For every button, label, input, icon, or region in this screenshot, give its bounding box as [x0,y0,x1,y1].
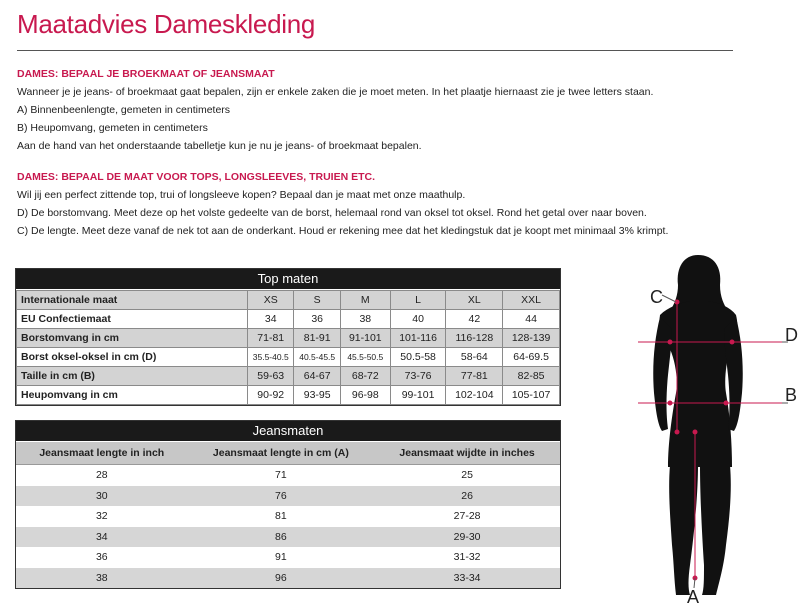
row-label: Borstomvang in cm [17,329,248,348]
table-cell: 27-28 [374,506,560,527]
table-cell: 105-107 [503,386,560,405]
table-row [16,465,560,486]
section-tops-line: Wil jij een perfect zittende top, trui of longsleeve kopen? Bepaal dan je maat met onze maathulp. [17,189,466,201]
section-tops-line: D) De borstomvang. Meet deze op het volste gedeelte van de borst, helemaal rond van oksel tot oksel. Rond het getal over naar boven. [17,207,647,219]
section-tops-heading: DAMES: BEPAAL DE MAAT VOOR TOPS, LONGSLEEVES, TRUIEN ETC. [17,171,376,183]
table-cell: XS [248,291,294,310]
table-cell: 30 [16,486,188,507]
column-header: Jeansmaat lengte in inch [16,442,188,465]
table-cell: 90-92 [248,386,294,405]
row-label: Internationale maat [17,291,248,310]
jeans-sizes-table [16,442,560,588]
table-cell: 38 [340,310,390,329]
table-cell: 42 [446,310,503,329]
table-cell: 40 [390,310,446,329]
table-cell: XXL [503,291,560,310]
table-row [17,367,560,386]
table-cell: 71-81 [248,329,294,348]
table-cell: 34 [16,527,188,548]
table-cell: 45.5-50.5 [340,348,390,367]
table-cell: 77-81 [446,367,503,386]
table-cell: 96-98 [340,386,390,405]
table-cell: XL [446,291,503,310]
body-measurement-figure [620,245,800,605]
table-cell: 25 [374,465,560,486]
table-cell: 91 [188,547,375,568]
table-row [17,329,560,348]
table-cell: 73-76 [390,367,446,386]
top-sizes-table-title: Top maten [16,269,560,290]
row-label: Heupomvang in cm [17,386,248,405]
table-row [16,506,560,527]
table-cell: 102-104 [446,386,503,405]
table-cell: 26 [374,486,560,507]
table-cell: 128-139 [503,329,560,348]
silhouette-shape [653,255,743,595]
section-jeans-heading: DAMES: BEPAAL JE BROEKMAAT OF JEANSMAAT [17,68,275,80]
table-row [17,310,560,329]
table-cell: 36 [16,547,188,568]
table-cell: S [294,291,340,310]
column-header: Jeansmaat wijdte in inches [374,442,560,465]
woman-silhouette-icon [620,245,800,605]
section-jeans-line: Wanneer je je jeans- of broekmaat gaat bepalen, zijn er enkele zaken die je moet meten. In het plaatje hiernaast zie je twee letters staan. [17,86,654,98]
table-cell: 116-128 [446,329,503,348]
section-jeans-line: Aan de hand van het onderstaande tabelletje kun je nu je jeans- of broekmaat bepalen. [17,140,422,152]
jeans-sizes-table-container [15,420,561,589]
table-cell: 35.5-40.5 [248,348,294,367]
table-cell: 71 [188,465,375,486]
table-row [17,291,560,310]
table-cell: 86 [188,527,375,548]
section-jeans-line: B) Heupomvang, gemeten in centimeters [17,122,208,134]
table-cell: 50.5-58 [390,348,446,367]
table-row [16,486,560,507]
table-row [16,547,560,568]
table-cell: 76 [188,486,375,507]
label-d: D [785,325,798,345]
table-cell: 82-85 [503,367,560,386]
table-header-row [16,442,560,465]
table-cell: 28 [16,465,188,486]
table-cell: 31-32 [374,547,560,568]
table-row [16,527,560,548]
top-sizes-table-container [15,268,561,406]
title-divider [17,50,733,51]
table-cell: 93-95 [294,386,340,405]
table-cell: 32 [16,506,188,527]
section-jeans-line: A) Binnenbeenlengte, gemeten in centimeters [17,104,231,116]
table-cell: 81 [188,506,375,527]
table-cell: 44 [503,310,560,329]
table-cell: 40.5-45.5 [294,348,340,367]
jeans-sizes-table-title: Jeansmaten [16,421,560,442]
column-header: Jeansmaat lengte in cm (A) [188,442,375,465]
table-row [17,348,560,367]
top-sizes-table [16,290,560,405]
label-c: C [650,287,663,307]
table-row [16,568,560,589]
table-cell: 33-34 [374,568,560,589]
table-cell: 29-30 [374,527,560,548]
label-a: A [687,587,700,605]
table-cell: 38 [16,568,188,589]
row-label: Taille in cm (B) [17,367,248,386]
table-cell: 81-91 [294,329,340,348]
table-cell: 58-64 [446,348,503,367]
section-tops-line: C) De lengte. Meet deze vanaf de nek tot aan de onderkant. Houd er rekening mee dat het kledingstuk dat je koopt met minimaal 3% krimpt. [17,225,669,237]
table-cell: 96 [188,568,375,589]
section-jeans-advice [17,65,737,155]
table-cell: 36 [294,310,340,329]
table-cell: 91-101 [340,329,390,348]
table-cell: L [390,291,446,310]
table-cell: M [340,291,390,310]
row-label: EU Confectiemaat [17,310,248,329]
table-cell: 59-63 [248,367,294,386]
table-row [17,386,560,405]
table-cell: 64-67 [294,367,340,386]
table-cell: 64-69.5 [503,348,560,367]
section-tops-advice [17,168,737,240]
page-title: Maatadvies Dameskleding [17,9,316,39]
table-cell: 34 [248,310,294,329]
table-cell: 99-101 [390,386,446,405]
row-label: Borst oksel-oksel in cm (D) [17,348,248,367]
table-cell: 68-72 [340,367,390,386]
table-cell: 101-116 [390,329,446,348]
label-b: B [785,385,798,405]
